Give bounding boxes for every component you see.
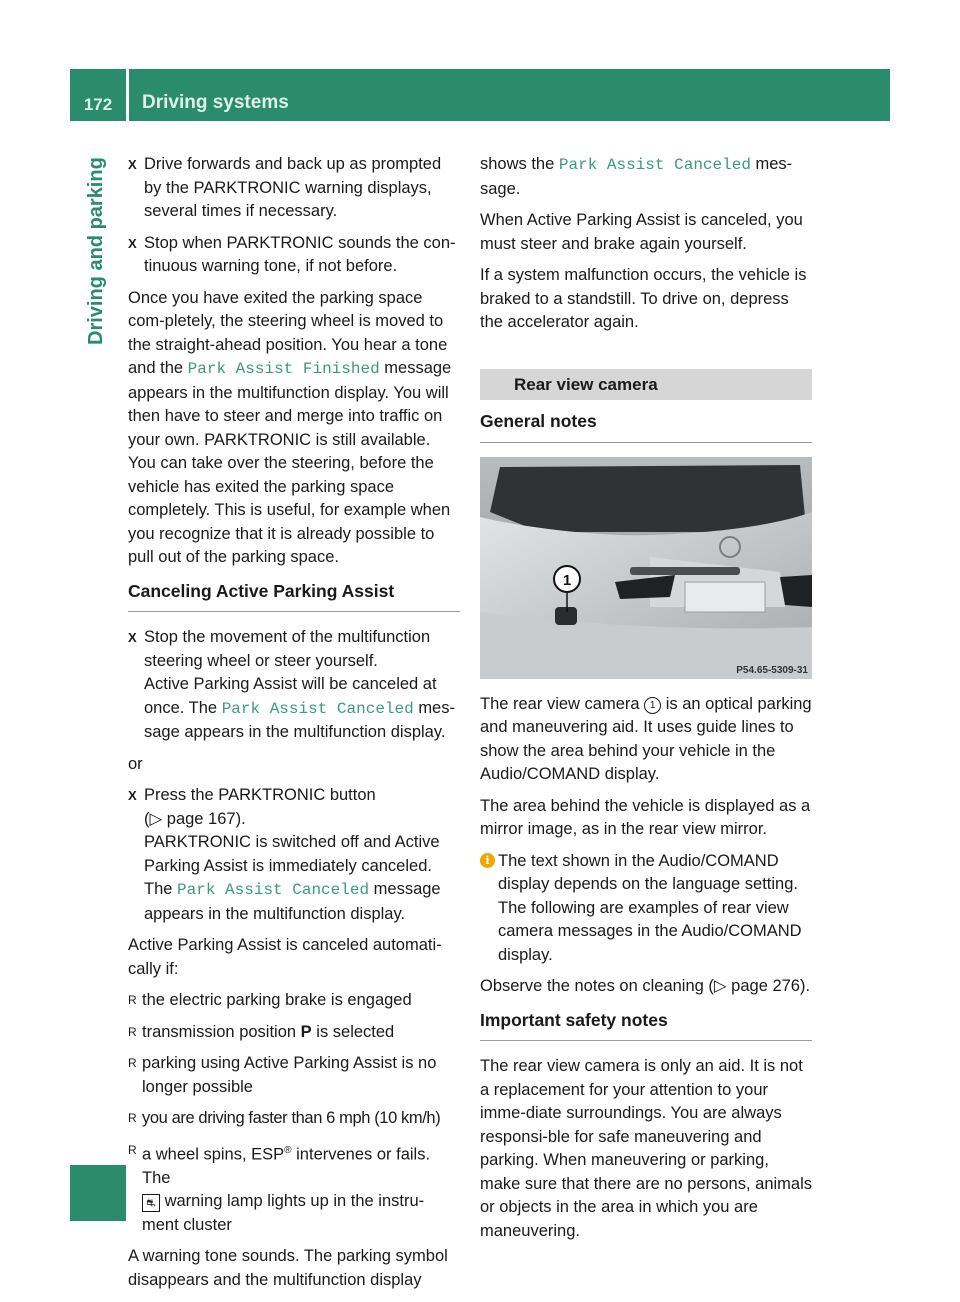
image-code: P54.65-5309-31 [736, 664, 808, 676]
paragraph: The rear view camera 1 is an optical parking and maneuvering aid. It uses guide lines to show the area behind your vehicle in the Audio/COMAND display. [480, 694, 812, 783]
display-message: Park Assist Canceled [221, 699, 414, 718]
paragraph: Observe the notes on cleaning (▷ page 276). [480, 977, 811, 995]
list-item: R the electric parking brake is engaged [128, 989, 460, 1013]
callout-number: 1 [562, 571, 572, 589]
display-message: Park Assist Finished [187, 360, 380, 378]
bullet-icon: R [128, 1056, 137, 1070]
handle-strip [630, 567, 740, 575]
paragraph: The rear view camera is only an aid. It is not a replacement for your attention to your imme-diate surroundings. You are always responsi-ble for safe maneuvering and parking. When maneuvering or parking, make sure that there are no persons, animals or objects in the area in which you are maneuvering. [480, 1057, 813, 1240]
page-reference: (▷ page 167). [144, 809, 246, 828]
rear-window [490, 465, 805, 532]
step-text: Drive forwards and back up as prompted by the PARKTRONIC warning displays, several times if necessary. [144, 155, 442, 220]
page-title: Driving systems [142, 92, 289, 113]
paragraph: shows the Park Assist Canceled mes-sage. [480, 155, 793, 198]
instruction-step [128, 153, 460, 224]
rear-camera-photo [480, 457, 812, 679]
page-number: 172 [83, 95, 113, 114]
callout-1-icon: 1 [644, 697, 661, 714]
header-divider [126, 69, 129, 121]
list-item: R transmission position P is selected [128, 1021, 460, 1045]
info-note: i The text shown in the Audio/COMAND display depends on the language setting. The following are examples of rear view camera messages in the Audio/COMAND display. [480, 850, 812, 968]
side-chapter-label: Driving and parking [85, 157, 107, 345]
esp-warning-lamp-icon: ⛐ [142, 1194, 160, 1212]
list-item: R parking using Active Parking Assist is no longer possible [128, 1054, 437, 1096]
paragraph: Active Parking Assist is canceled automati-cally if: [128, 936, 442, 978]
info-icon: i [480, 853, 495, 868]
instruction-step: X Press the PARKTRONIC button (▷ page 167). PARKTRONIC is switched off and Active Parking Assist is immediately canceled. The Park Assist Canceled message appears in the multifunction display. [128, 786, 441, 923]
bullet-icon: R [128, 1024, 137, 1039]
paragraph: If a system malfunction occurs, the vehicle is braked to a standstill. To drive on, depress the accelerator again. [480, 266, 807, 331]
subheading: Canceling Active Parking Assist [128, 580, 460, 613]
list-item: R a wheel spins, ESP® intervenes or fails. The ⛐ warning lamp lights up in the instru-ment cluster [128, 1139, 460, 1238]
display-message: Park Assist Canceled [558, 156, 751, 174]
step-arrow-icon: X [128, 788, 137, 803]
section-heading: Rear view camera [480, 369, 812, 401]
display-message: Park Assist Canceled [177, 881, 370, 899]
paragraph: A warning tone sounds. The parking symbol disappears and the multifunction display [128, 1247, 448, 1289]
step-arrow-icon: X [128, 157, 137, 172]
subheading: Important safety notes [480, 1009, 812, 1042]
or-label: or [128, 754, 143, 773]
paragraph: Once you have exited the parking space com-pletely, the steering wheel is moved to the straight-ahead position. You hear a tone and the Park Assist Finished message appears in the multifunction display. You will then have to steer and merge into traffic on your own. PARKTRONIC is still available. You can take over the steering, before the vehicle has exited the parking space completely. This is useful, for example when you recognize that it is already possible to pull out of the parking space. [128, 288, 452, 566]
right-taillight [780, 575, 812, 607]
side-tab-marker [70, 1165, 126, 1221]
subheading: General notes [480, 410, 812, 443]
camera-housing [555, 607, 577, 625]
bullet-icon: R [128, 1111, 137, 1125]
left-column [128, 153, 460, 1300]
right-column [480, 153, 812, 1251]
instruction-step: X Stop the movement of the multifunction steering wheel or steer yourself. Active Parking Assist will be canceled at once. The Park Assist Canceled mes-sage appears in the multifunction display. [128, 628, 455, 741]
step-arrow-icon: X [128, 630, 137, 645]
step-arrow-icon: X [128, 235, 137, 251]
license-plate [685, 582, 765, 612]
bullet-icon: R [128, 993, 137, 1007]
paragraph: The area behind the vehicle is displayed as a mirror image, as in the rear view mirror. [480, 796, 811, 838]
step-text: Stop when PARKTRONIC sounds the con-tinuous warning tone, if not before. [144, 233, 456, 275]
list-item: R you are driving faster than 6 mph (10 km/h) [128, 1107, 460, 1131]
instruction-step [128, 232, 460, 279]
paragraph: When Active Parking Assist is canceled, you must steer and brake again yourself. [480, 211, 803, 253]
bullet-icon: R [128, 1142, 137, 1157]
